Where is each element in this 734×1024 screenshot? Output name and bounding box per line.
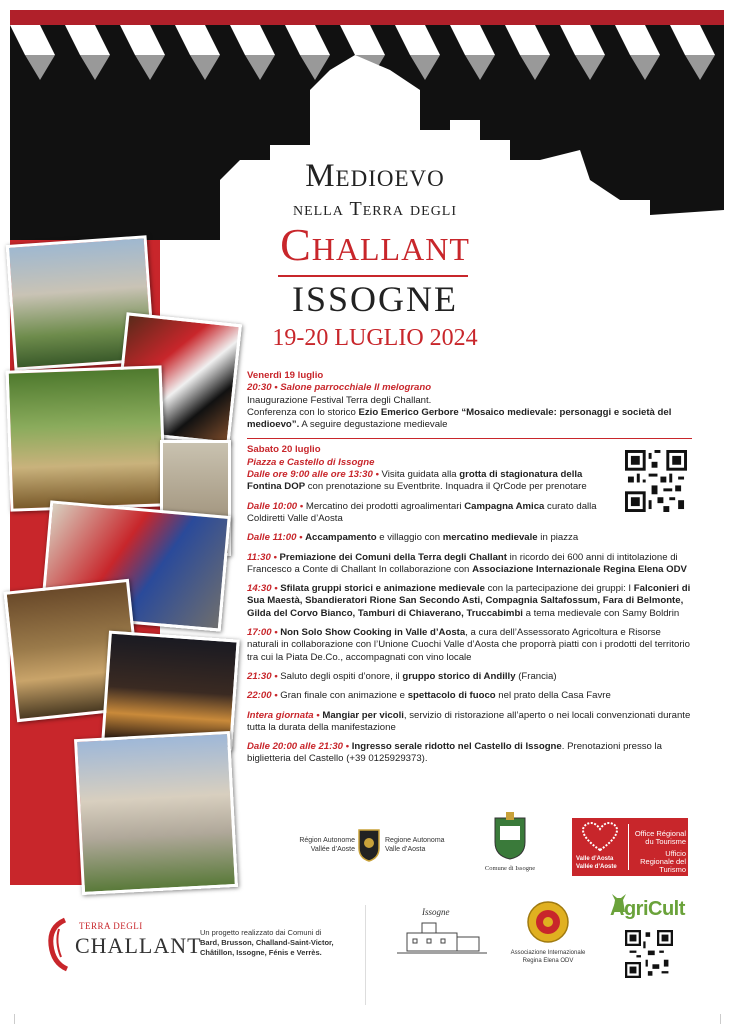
office-label-fr: Office Régional du Tourisme [634,829,686,846]
saturday-day: Sabato 20 luglio [247,444,321,456]
photo-musicians-forest [6,365,167,511]
title-line-2: nella Terra degli [292,198,458,220]
agricult-logo [608,892,693,922]
region-label-fr: Région Autonome Vallée d’Aoste [299,837,355,853]
logo-main-text: CHALLANT [75,933,202,958]
title-line-3: Challant [280,219,470,270]
comune-label: Comune di Issogne [484,865,536,872]
program-item: 21:30 • Saluto degli ospiti d’onore, il gruppo storico di Andilly (Francia) [247,670,557,682]
heart-icon [582,822,618,852]
program-item: Dalle 11:00 • Accampamento e villaggio con mercatino medievale in piazza [247,532,579,544]
project-note: Un progetto realizzato dai Comuni di Bard, Brusson, Challand-Saint-Victor, Châtillon, Issogne, Fénis e Verrès. [200,928,334,957]
office-vda-2: Vallée d’Aoste [576,864,617,870]
agricult-qr-code[interactable] [625,930,673,978]
event-dates: 19-20 LUGLIO 2024 [272,325,478,351]
friday-line-2-post: A seguire degustazione medievale [299,419,448,431]
comune-crest-icon [492,812,528,860]
photo-courtyard [74,731,238,895]
region-label-it: Regione Autonoma Valle d’Aosta [385,837,445,853]
tourism-office-logo [572,818,688,876]
section-divider [247,438,692,439]
castle-sketch-icon [397,919,487,957]
program-item: Intera giornata • Mangiar per vicoli, servizio di ristorazione all’aperto o nei locali convenzionati durante tutta la durata della manifestazione [247,709,691,733]
comune-logo [480,812,540,887]
crop-mark [14,1014,15,1024]
region-logo [295,828,445,868]
issogne-sketch-label: Issogne [422,907,450,917]
office-label-it: Ufficio Regionale del Turismo [640,849,686,874]
title-rule [278,275,468,277]
region-crest-icon [357,828,381,862]
saturday-place: Piazza e Castello di Issogne [247,456,375,468]
location-title: ISSOGNE [291,279,458,319]
office-divider [628,824,629,870]
friday-line-2-pre: Conferenza con lo storico [247,406,359,418]
friday-line-1: Inaugurazione Festival Terra degli Challant. [247,394,432,406]
logo-top-text: TERRA DEGLI [79,921,143,931]
assoc-logo [508,900,588,975]
footer-divider [365,905,366,1005]
friday-time-place: 20:30 • Salone parrocchiale Il melograno [247,382,432,394]
friday-block [247,370,692,431]
program-item: Dalle ore 9:00 alle ore 13:30 • Visita guidata alla grotta di stagionatura della Fontina DOP con prenotazione su Eventbrite. Inquadra il QrCode per prenotare [247,469,587,493]
terra-challant-logo [45,915,202,975]
friday-line-2-bold: Ezio Emerico Gerbore “Mosaico medievale: personaggi e società del medioevo”. [247,406,672,431]
rose-emblem-icon [526,900,570,944]
assoc-label: Associazione Internazionale Regina Elena ODV [510,950,586,964]
office-vda-1: Valle d’Aosta [576,856,614,862]
friday-day: Venerdì 19 luglio [247,370,324,381]
crop-mark [720,1014,721,1024]
title-line-1: Medioevo [305,158,445,194]
agricult-label: AgriCult [610,898,685,920]
program-item: 22:00 • Gran finale con animazione e spettacolo di fuoco nel prato della Casa Favre [247,690,611,702]
booking-qr-code[interactable] [625,450,687,512]
program-item: 17:00 • Non Solo Show Cooking in Valle d’Aosta, a cura dell’Assessorato Agricoltura e Risorse naturali in collaborazione con l’Unione Cuochi Valle d’Aosta che proporrà piatti con i prodotti del territorio tra cui la Piata De.Co., accompagnati con vino locale [247,627,690,663]
program-item: Dalle 20:00 alle 21:30 • Ingresso serale ridotto nel Castello di Issogne. Prenotazioni presso la biglietteria del Castello (+39 0125929373). [247,741,663,765]
program-item: Dalle 10:00 • Mercatino dei prodotti agroalimentari Campagna Amica curato dalla Coldiretti Valle d’Aosta [247,500,597,524]
program-item: 14:30 • Sfilata gruppi storici e animazione medievale con la partecipazione dei gruppi: I Falconieri di Sua Maestà, Sbandieratori Rione San Secondo Asti, Compagnia Saltafossum, Fara di Belmonte, Gilda del Corvo Bianco, Tamburi di Chiaverano, Truccabimbi a tema medievale con Samy Boldrin [247,583,691,619]
program-content [247,370,692,773]
program-item: 11:30 • Premiazione dei Comuni della Terra degli Challant in ricordo dei 600 anni di intitolazione di Francesco a Conte di Challant In collaborazione con Associazione Internazionale Regina Elena ODV [247,551,687,575]
challant-emblem-icon [45,917,73,972]
issogne-sketch-logo [392,905,492,960]
